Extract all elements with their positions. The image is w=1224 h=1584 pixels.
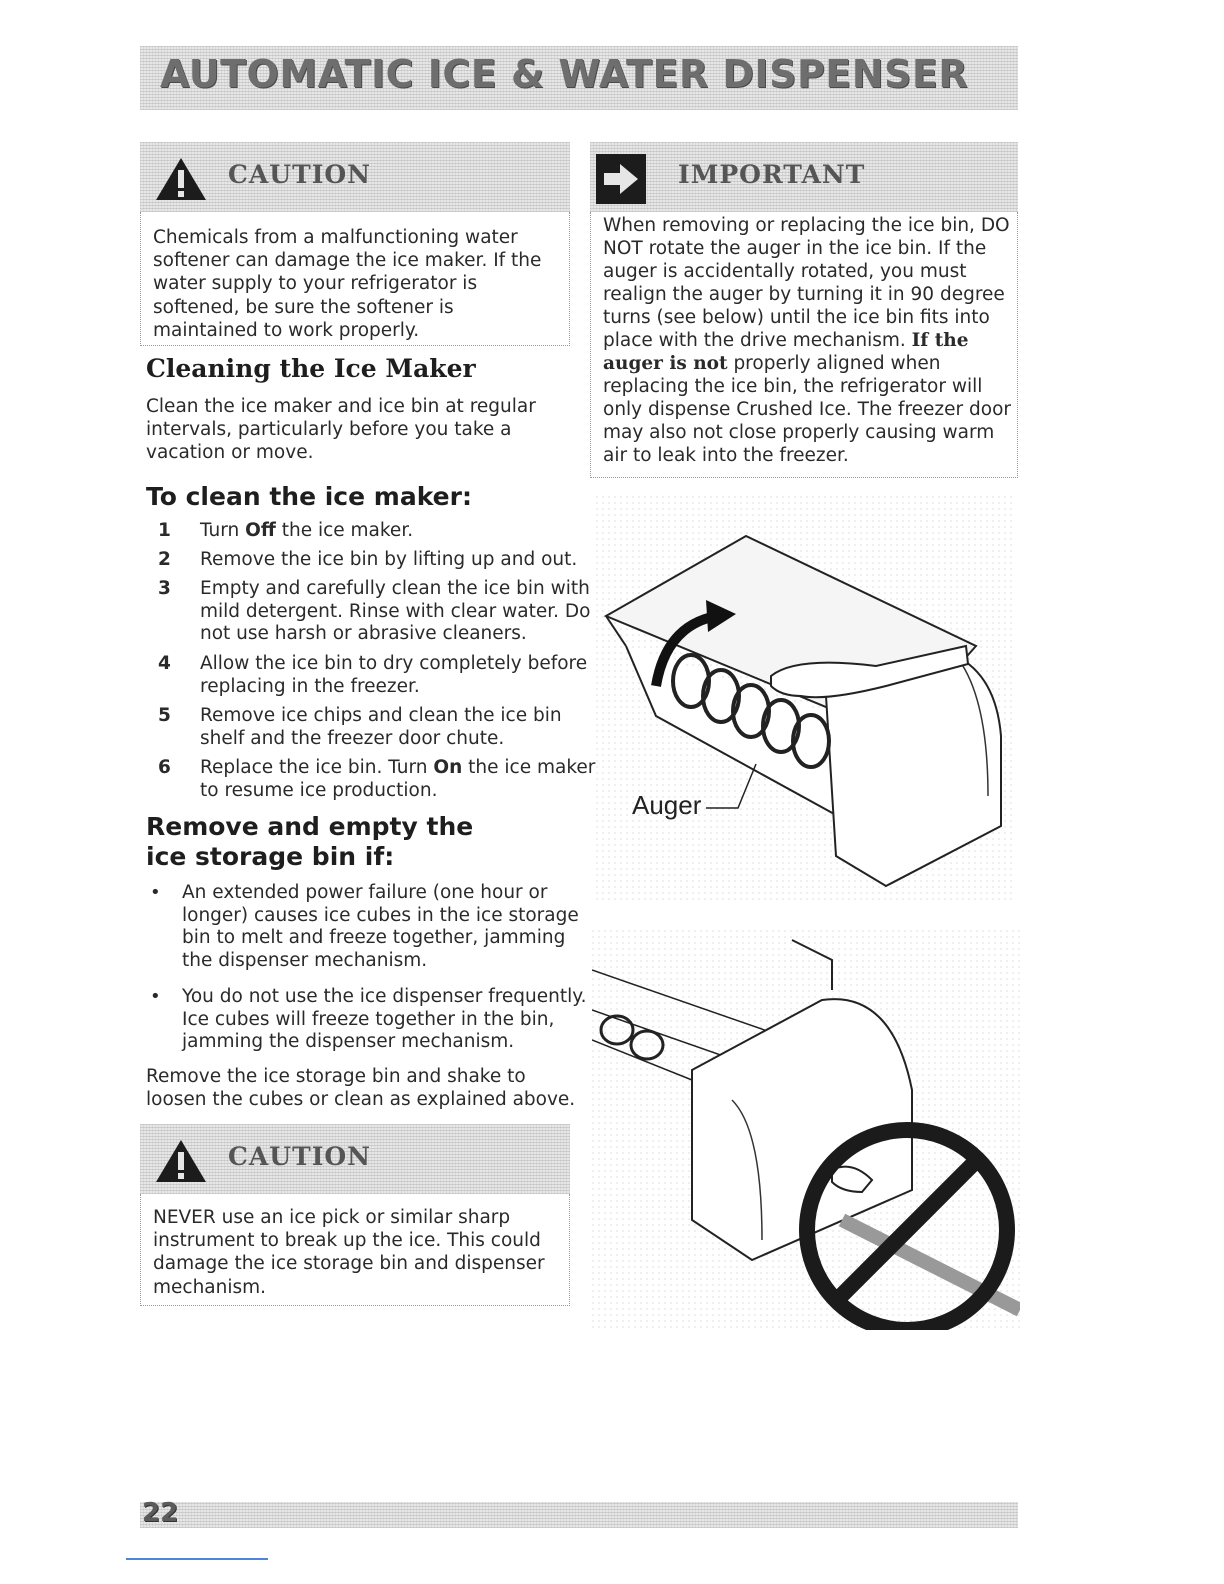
bullet-list: • An extended power failure (one hour or longer) causes ice cubes in the ice storage bin to melt and freeze together, jamming the dispenser mechanism. • You do not use the ice dispenser frequently. Ice cubes will freeze together in the bin, jamming the dispenser mechanism. (150, 882, 587, 1052)
important-bold: If the auger is not (603, 330, 969, 374)
caution-text: NEVER use an ice pick or similar sharp instrument to break up the ice. This could damage the ice storage bin and dispenser mechanism. (153, 1207, 545, 1298)
footer-link-line (126, 1558, 268, 1560)
arrow-right-icon (596, 154, 646, 204)
page-number: 22 (142, 1498, 179, 1528)
caution-header (140, 142, 570, 212)
no-icon (592, 930, 1020, 1330)
caution-label: CAUTION (228, 160, 372, 189)
caution-header (140, 1124, 570, 1194)
important-body (590, 212, 1018, 478)
page-title: AUTOMATIC ICE & WATER DISPENSER (160, 52, 969, 96)
caution-text: Chemicals from a malfunctioning water softener can damage the ice maker. If the water supply to your refrigerator is softened, be sure the softener is maintained to work properly. (153, 227, 542, 341)
footer-bar (140, 1498, 1018, 1528)
caution-body (140, 1194, 570, 1306)
steps-list: 1 Turn Off the ice maker. 2 Remove the ice bin by lifting up and out. 3 Empty and carefully clean the ice bin with mild detergent. Rinse with clear water. Do not use harsh or abrasive cleaners. 4 Allow the ice bin to dry completely before replacing in the freezer. 5 Remove ice chips and clean the ice bin shelf and the freezer door chute. 6 Replace the ice bin. Turn On the ice maker to resume ice production. (158, 520, 596, 801)
important-text: When removing or replacing the ice bin, DO NOT rotate the auger in the ice bin. If the auger is accidentally rotated, you must realign the auger by turning it in 90 degree turns (see below) until the ice bin fits into place with the drive mechanism. If the auger is not properly aligned when replacing the ice bin, the refrigerator will only dispense Crushed Ice. The freezer door may also not close properly causing warm air to leak into the freezer. (603, 215, 1012, 466)
caution-body (140, 212, 570, 346)
important-header (590, 142, 1018, 212)
prohibited-illustration (592, 930, 1020, 1330)
ice-bin-illustration (596, 496, 1016, 900)
remove-heading: Remove and empty the ice storage bin if: (146, 812, 474, 871)
remove-text: Remove the ice storage bin and shake to loosen the cubes or clean as explained above. (146, 1066, 576, 1110)
important-label: IMPORTANT (678, 160, 866, 189)
warning-icon (154, 1138, 208, 1184)
auger-label: Auger (632, 790, 702, 820)
cleaning-text: Clean the ice maker and ice bin at regular intervals, particularly before you take a vacation or move. (146, 396, 536, 463)
warning-icon (154, 156, 208, 202)
to-clean-heading: To clean the ice maker: (146, 482, 472, 511)
cleaning-heading: Cleaning the Ice Maker (146, 354, 476, 383)
title-bar (140, 46, 1018, 110)
caution-label: CAUTION (228, 1142, 372, 1171)
